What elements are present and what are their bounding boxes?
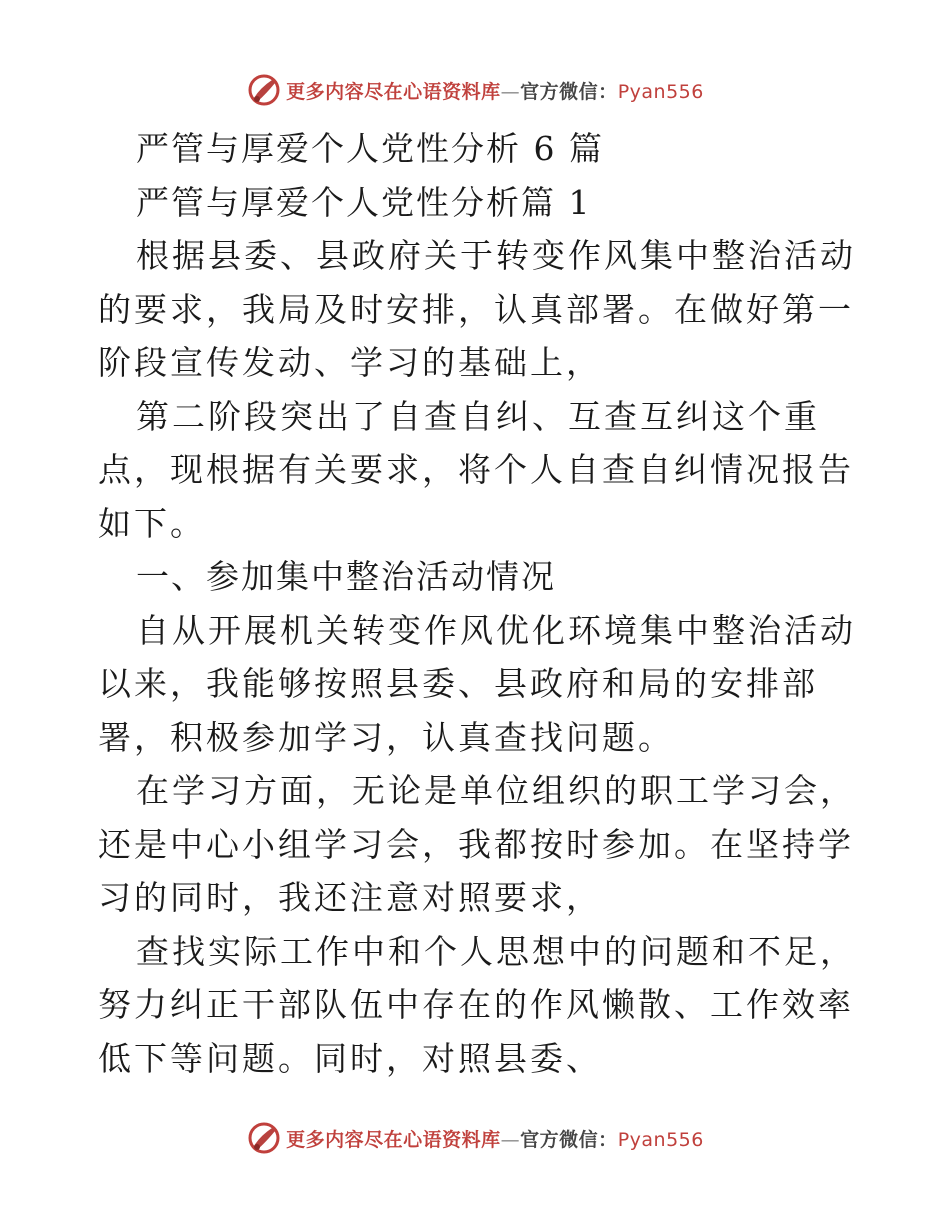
watermark-separator: — (500, 80, 521, 103)
section-heading: 一、参加集中整治活动情况 (136, 557, 556, 596)
watermark-separator: — (500, 1128, 521, 1151)
paragraph: 第二阶段突出了自查自纠、互查互纠这个重点，现根据有关要求，将个人自查自纠情况报告如下。 (98, 396, 854, 543)
watermark-banner-top (0, 70, 950, 110)
document-body (98, 122, 858, 1085)
watermark-site: 更多内容尽在心语资料库 (286, 1128, 501, 1151)
watermark-wechat-label: 官方微信： (520, 1128, 618, 1151)
brush-pen-logo-icon (246, 1120, 282, 1156)
watermark-text (286, 77, 704, 104)
watermark-account: Pyan556 (617, 1128, 704, 1151)
paragraph: 查找实际工作中和个人思想中的问题和不足，努力纠正干部队伍中存在的作风懒散、工作效率低下等问题。同时，对照县委、 (98, 931, 856, 1078)
brush-pen-logo-icon (246, 72, 282, 108)
watermark-account: Pyan556 (617, 80, 704, 103)
watermark-site: 更多内容尽在心语资料库 (286, 80, 501, 103)
document-subtitle: 严管与厚爱个人党性分析篇 1 (136, 182, 592, 222)
paragraph: 自从开展机关转变作风优化环境集中整治活动以来，我能够按照县委、县政府和局的安排部署，积极参加学习，认真查找问题。 (98, 610, 856, 757)
watermark-banner-bottom (0, 1118, 950, 1158)
paragraph: 在学习方面，无论是单位组织的职工学习会，还是中心小组学习会，我都按时参加。在坚持学习的同时，我还注意对照要求， (98, 771, 856, 917)
watermark-wechat-label: 官方微信： (520, 80, 618, 103)
paragraph: 根据县委、县政府关于转变作风集中整治活动的要求，我局及时安排，认真部署。在做好第一阶段宣传发动、学习的基础上， (98, 236, 856, 382)
watermark-text (286, 1125, 704, 1152)
document-title: 严管与厚爱个人党性分析 6 篇 (136, 129, 604, 168)
